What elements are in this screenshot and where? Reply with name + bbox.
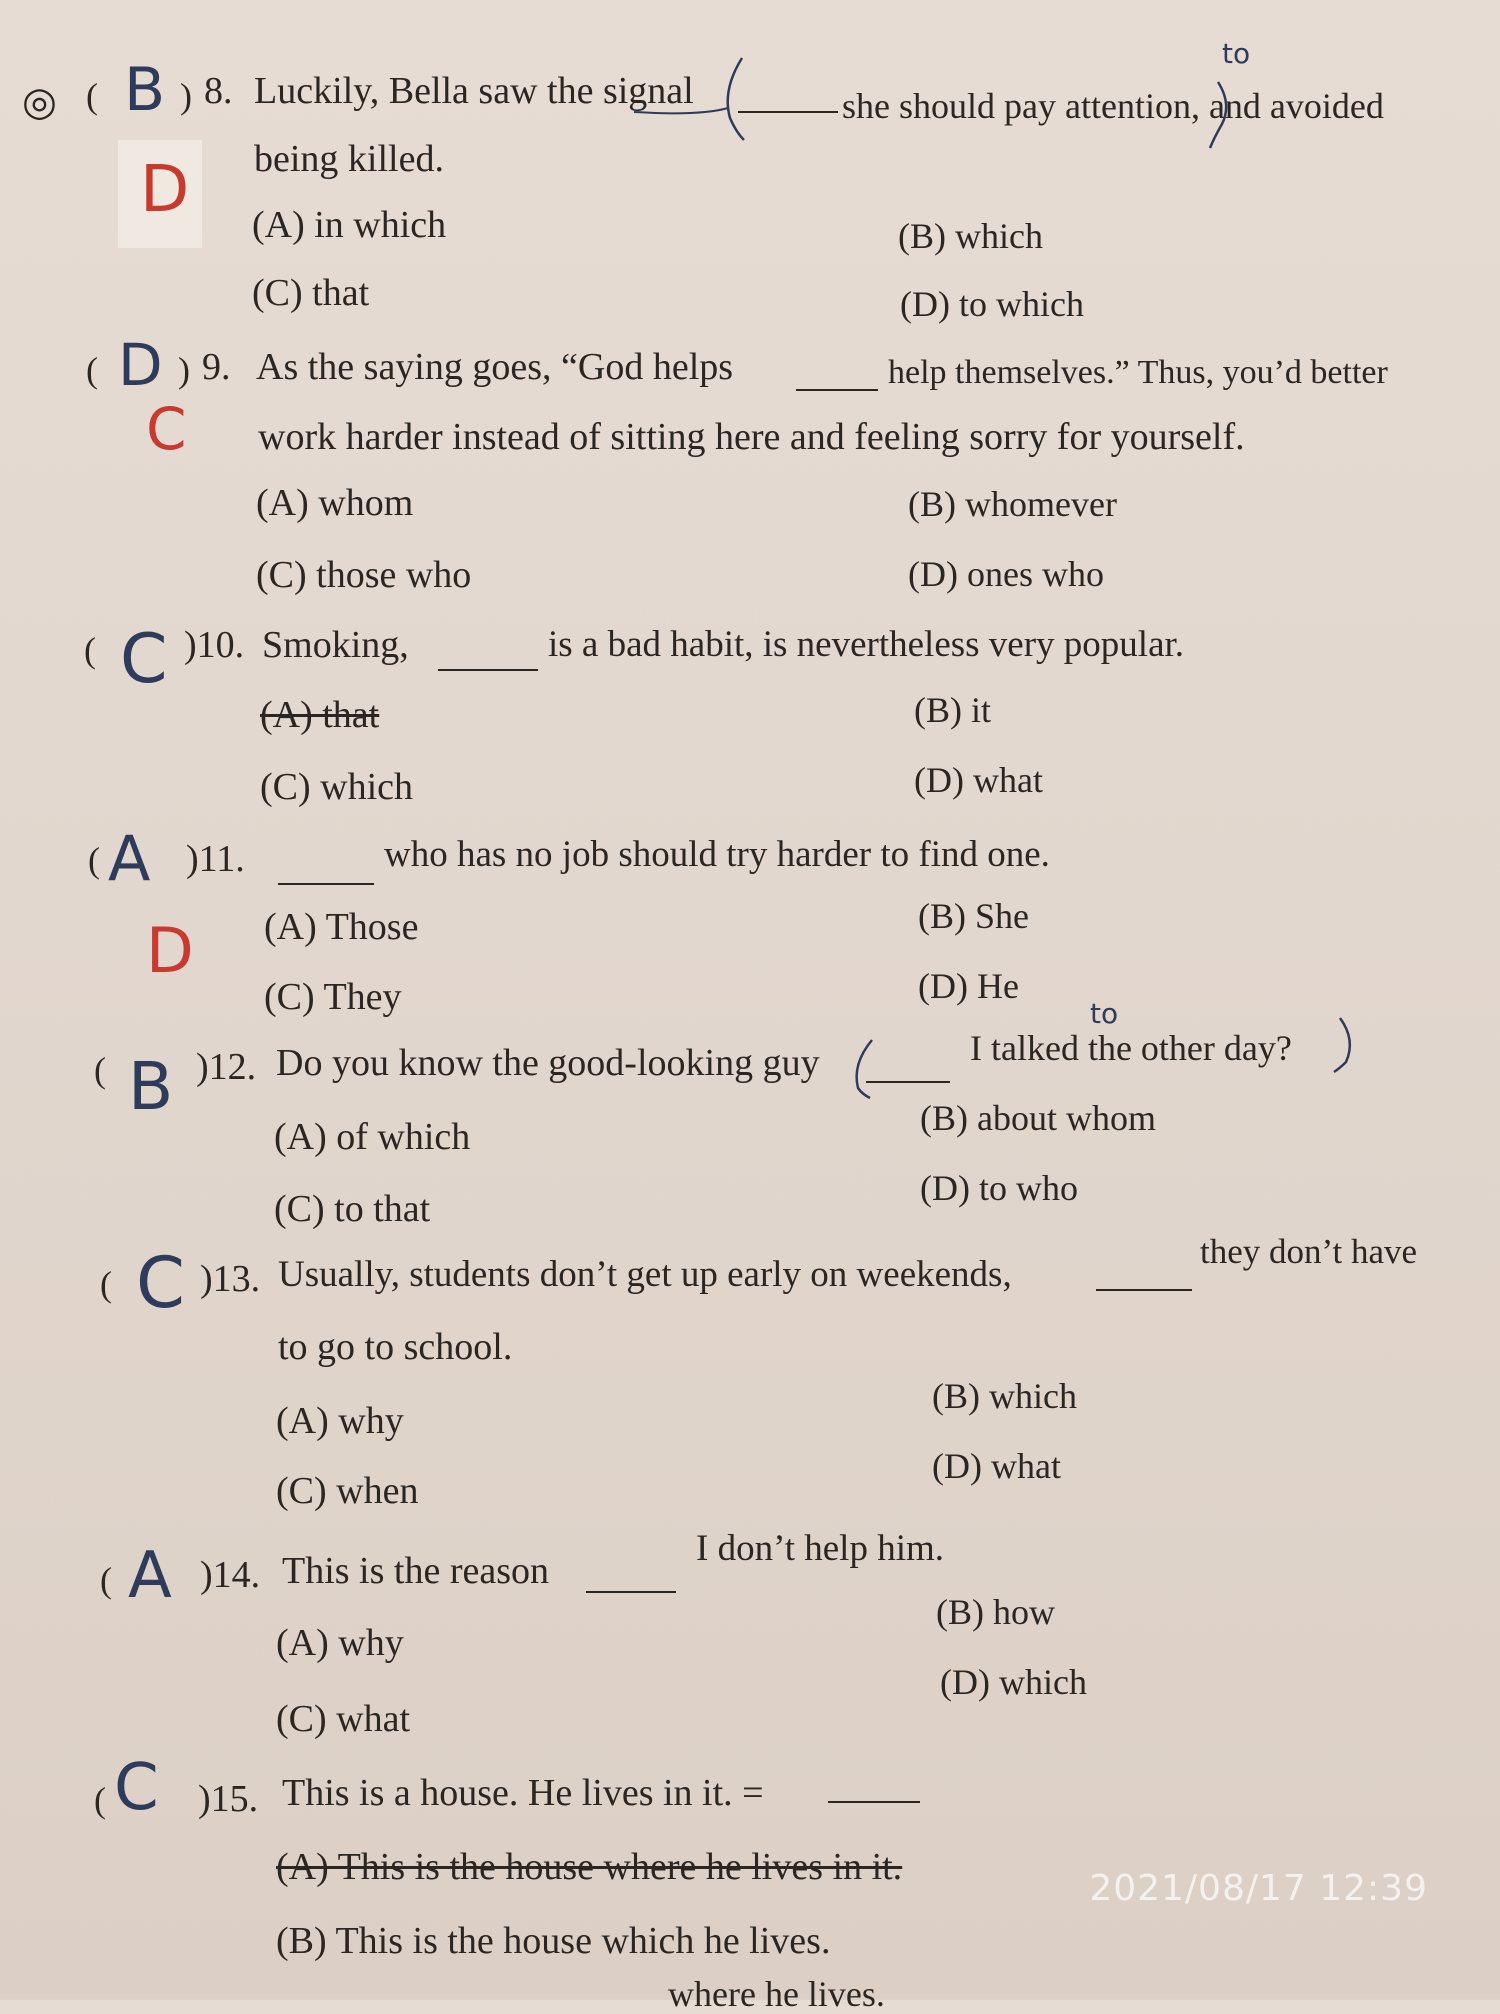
q8-stem-line2: being killed. (254, 138, 444, 180)
q8-note-to: to (1222, 37, 1251, 70)
q11-option-c: (C) They (264, 976, 402, 1018)
q10-option-a: (A) that (260, 694, 380, 736)
q9-number: 9. (202, 346, 231, 388)
q13-number: )13. (200, 1258, 261, 1300)
q9-stem-line1-part2: help themselves.” Thus, you’d better (888, 354, 1388, 391)
q14-student-answer: A (128, 1539, 172, 1613)
q13-option-b: (B) which (932, 1376, 1077, 1416)
q14-option-a: (A) why (276, 1622, 404, 1664)
q9-student-answer: D (118, 331, 163, 399)
answer-paren-open: ( (84, 630, 96, 670)
answer-paren-open: ( (88, 840, 100, 880)
q13-stem-line1-part1: Usually, students don’t get up early on weekends, (278, 1254, 1012, 1295)
q9-option-d: (D) ones who (908, 554, 1104, 594)
q8-correction: D (140, 153, 190, 227)
q12-option-c: (C) to that (274, 1188, 431, 1230)
q11-correction: D (146, 914, 194, 987)
q12-stem-part1: Do you know the good-looking guy (276, 1042, 820, 1084)
q9-stem-line2: work harder instead of sitting here and feeling sorry for yourself. (258, 416, 1245, 458)
q13-option-a: (A) why (276, 1400, 404, 1442)
q8-option-c: (C) that (252, 272, 370, 314)
q12-bracket-open (857, 1040, 872, 1098)
answer-paren-close: ) (180, 76, 192, 116)
answer-paren-open: ( (86, 76, 98, 116)
q11-stem: who has no job should try harder to find one. (384, 834, 1050, 875)
q12-note-to: to (1090, 997, 1119, 1030)
q12-student-answer: B (128, 1048, 174, 1125)
q13-stem-line2: to go to school. (278, 1326, 513, 1368)
q11-option-b: (B) She (918, 896, 1029, 936)
photo-timestamp: 2021/08/17 12:39 (1089, 1868, 1428, 1909)
q8-bracket-close (1210, 82, 1226, 148)
q8-number: 8. (204, 70, 233, 112)
q8-stem-line1-part1: Luckily, Bella saw the signal (254, 70, 694, 112)
q8-bracket-open (728, 58, 744, 140)
bullseye-mark-icon: ◎ (22, 79, 57, 125)
q12-stem-part2: I talked the other day? (970, 1028, 1292, 1068)
q8-student-answer: B (124, 55, 166, 125)
q11-option-d: (D) He (918, 966, 1019, 1006)
q14-option-b: (B) how (936, 1592, 1055, 1632)
answer-paren-open: ( (94, 1780, 106, 1820)
q9-correction: C (146, 395, 187, 463)
q8-option-d: (D) to which (900, 284, 1084, 324)
q12-bracket-close (1334, 1018, 1350, 1072)
q10-student-answer: C (120, 620, 168, 699)
q11-student-answer: A (108, 822, 151, 895)
q10-stem-part1: Smoking, (262, 624, 409, 666)
q10-stem-part2: is a bad habit, is nevertheless very popular. (548, 624, 1185, 665)
q14-stem-part1: This is the reason (282, 1550, 550, 1592)
q8-option-b: (B) which (898, 216, 1043, 256)
q10-option-c: (C) which (260, 766, 414, 808)
q12-number: )12. (196, 1046, 257, 1088)
q10-option-d: (D) what (914, 760, 1043, 800)
q12-option-a: (A) of which (274, 1116, 471, 1158)
q8-stem-line1-part2: she should pay attention, and avoided (842, 86, 1384, 126)
q15-option-a: (A) This is the house where he lives in it. (276, 1846, 903, 1888)
answer-paren-open: ( (100, 1264, 112, 1304)
q15-option-c-partial: where he lives. (668, 1974, 885, 2014)
q13-student-answer: C (136, 1242, 185, 1324)
q15-student-answer: C (114, 1751, 159, 1825)
answer-paren-open: ( (86, 350, 98, 390)
q15-stem: This is a house. He lives in it. = (282, 1772, 764, 1814)
q8-signal-underline (634, 108, 728, 113)
q13-stem-line1-part2: they don’t have (1200, 1232, 1418, 1271)
answer-paren-open: ( (94, 1050, 106, 1090)
answer-paren-close: ) (178, 350, 190, 390)
q15-option-b: (B) This is the house which he lives. (276, 1920, 831, 1962)
q10-option-b: (B) it (914, 690, 991, 730)
q12-option-b: (B) about whom (920, 1098, 1156, 1138)
q9-option-c: (C) those who (256, 554, 472, 596)
q9-stem-line1-part1: As the saying goes, “God helps (256, 346, 734, 388)
q13-option-c: (C) when (276, 1470, 419, 1512)
q9-option-a: (A) whom (256, 482, 414, 524)
q14-stem-part2: I don’t help him. (696, 1528, 945, 1569)
q15-number: )15. (198, 1778, 259, 1820)
q14-option-c: (C) what (276, 1698, 411, 1740)
q11-number: )11. (186, 838, 245, 880)
q8-option-a: (A) in which (252, 204, 447, 246)
answer-paren-open: ( (100, 1560, 112, 1600)
q11-option-a: (A) Those (264, 906, 419, 948)
q13-option-d: (D) what (932, 1446, 1061, 1486)
q14-number: )14. (200, 1554, 261, 1596)
q14-option-d: (D) which (940, 1662, 1087, 1702)
q10-number: )10. (184, 624, 245, 666)
q9-option-b: (B) whomever (908, 484, 1117, 524)
q12-option-d: (D) to who (920, 1168, 1078, 1208)
